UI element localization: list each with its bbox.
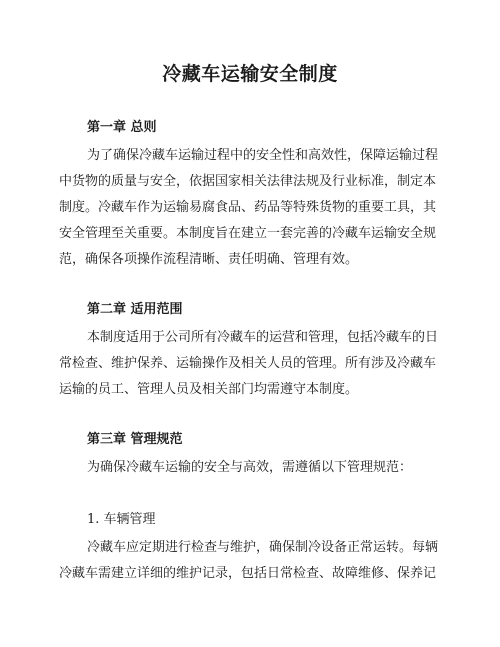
chapter-2-heading: 第二章 适用范围 [87,302,183,317]
document-title: 冷藏车运输安全制度 [162,63,338,85]
chapter-1-line-3: 制度。冷藏车作为运输易腐食品、药品等特殊货物的重要工具，其 [59,200,437,215]
chapter-1-line-1: 为了确保冷藏车运输过程中的安全性和高效性，保障运输过程 [87,148,439,163]
chapter-2-line-1: 本制度适用于公司所有冷藏车的运营和管理，包括冷藏车的日 [87,330,439,345]
chapter-3-line-1: 为确保冷藏车运输的安全与高效，需遵循以下管理规范： [87,460,413,475]
chapter-1-line-2: 中货物的质量与安全，依据国家相关法律法规及行业标准，制定本 [59,174,437,189]
section-1-line-1: 冷藏车应定期进行检查与维护，确保制冷设备正常运转。每辆 [87,540,439,555]
chapter-1-line-4: 安全管理至关重要。本制度旨在建立一套完善的冷藏车运输安全规 [59,226,437,241]
chapter-1-heading: 第一章 总则 [87,120,157,135]
chapter-1-line-5: 范，确保各项操作流程清晰、责任明确、管理有效。 [59,252,359,267]
chapter-2-line-3: 运输的员工、管理人员及相关部门均需遵守本制度。 [59,382,359,397]
section-1-heading: 1. 车辆管理 [87,512,156,527]
chapter-2-line-2: 常检查、维护保养、运输操作及相关人员的管理。所有涉及冷藏车 [59,356,437,371]
chapter-3-heading: 第三章 管理规范 [87,432,183,447]
section-1-line-2: 冷藏车需建立详细的维护记录，包括日常检查、故障维修、保养记 [59,566,437,581]
